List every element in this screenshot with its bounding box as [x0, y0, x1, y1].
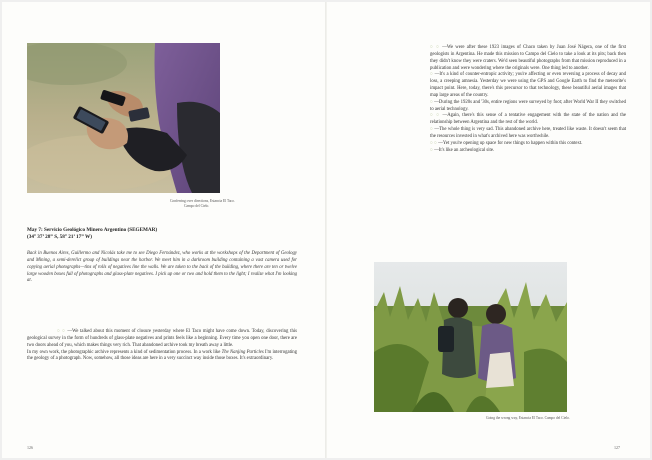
speaker-marker: ○: [430, 147, 433, 153]
dialogue-line-text: —It's a kind of counter-entropic activity; you're affecting or even reversing a process of decay and loss, a creeping amnesia. Yesterday we were using the GPS and Google Earth to find the meteorite's impact point. Here, today, there's this precursor to that technology, these beautiful aerial images that map large areas of the country.: [430, 72, 627, 98]
dialogue-line: [430, 127, 626, 141]
dialogue-line-text: —It's like an archeological site.: [434, 147, 495, 153]
entry-heading-coordinates: (34° 37’ 28” S, 58° 21’ 17” W): [27, 233, 92, 240]
photo-caption-right: Going the wrong way, Estancia El Taco. Campo del Cielo.: [486, 416, 570, 420]
left-body-para1: [27, 329, 297, 350]
left-body-para1-text: —We talked about this moment of closure yesterday where El Taco might have come down. Today, discovering this geological survey in the form of hundreds of glass-plate negatives and prints feels like a beginning. Every time you open one door, there are two doors ahead of you, which makes things very rich. That abandoned archive took my breath away a little.: [27, 329, 297, 348]
speaker-marker: ○: [430, 99, 433, 105]
dialogue-line-text: —Yet you're opening up space for new things to happen within this context.: [438, 140, 583, 146]
dialogue-line-text: —The whole thing is very sad. This abandoned archive here, treated like waste. It doesn't seem that the resources invested in what's archived here was worthwhile.: [430, 127, 627, 139]
entry-intro-text: Back in Buenos Aires, Guillermo and Nicolás take me to see Diego Fernández, who works at the workshops of the Department of Geology and Mining, a semi-derelict group of buildings near the harbor. We meet him in a darkroom building containing a vast camera used for copying aerial photographs—tins of rolls of negatives line the walls. We are taken to the back of the building, where there are ten or twelve large wooden boxes full of photographs and glass-plate negatives. I pick up one or two and hold them to the light; I realize what I'm looking at.: [27, 251, 297, 284]
left-body-para2-end: I'm interrogating the geology of a photograph. Now, somehow, all those ideas are here in a very succinct way inside those boxes. It's extraordinary.: [27, 349, 297, 362]
dialogue-line: [430, 148, 626, 155]
dialogue-line-text: —We were after these 1923 images of Chaco taken by Juan José Nágera, one of the first geologists in Argentina. He made this mission to Campo del Cielo to take a look at its pits; back then they didn't know they were craters. We'd seen beautiful photographs from that mission reproduced in a publication and were wondering where the originals were. One thing led to another.: [430, 45, 626, 71]
speaker-marker: ○: [430, 72, 434, 78]
speaker-marker: ○ ○: [430, 45, 440, 50]
photo-cornfield-walkers: [374, 262, 567, 412]
photo-caption-left-line1: Conferring over directions, Estancia El Taco.: [170, 199, 235, 203]
photo-phones-in-hands: [27, 43, 220, 193]
photo-caption-left-line2: Campo del Cielo.: [184, 203, 210, 208]
dialogue-line-text: —Again, there's this sense of a tentative engagement with the state of the nation and the relationship between Argentina and the rest of the world.: [430, 113, 626, 126]
page-number-left: 126: [27, 445, 33, 450]
dialogue-line: [430, 113, 626, 127]
photo-phones-illustration: [27, 43, 220, 193]
entry-intro: [27, 251, 297, 285]
speaker-marker: ○ ○: [430, 140, 437, 146]
photo-cornfield-illustration: [374, 262, 567, 412]
photo-caption-left: [170, 199, 260, 208]
right-dialogue: [430, 45, 626, 155]
book-gutter: [325, 2, 327, 458]
book-spread: [2, 2, 650, 458]
entry-heading-title: May 7: Servicio Geológico Minero Argentino (SEGEMAR): [27, 227, 158, 233]
dialogue-line: [430, 141, 626, 148]
dialogue-line: [430, 72, 626, 99]
dialogue-line-text: —During the 1920s and '30s, entire regions were surveyed by foot; after World War II they switched to aerial technology.: [430, 99, 627, 112]
artwork-title: The Nanjing Particles: [221, 349, 264, 355]
speaker-marker: ○ ○: [57, 329, 66, 334]
dialogue-line: [430, 45, 626, 72]
page-number-right: 127: [614, 445, 620, 450]
left-body-para2: [27, 350, 297, 364]
speaker-marker: ○ ○: [430, 113, 441, 119]
left-body-para2-start: In my own work, the photographic archive represents a kind of sedimentation process. In a work like: [27, 349, 222, 355]
dialogue-line: [430, 100, 626, 114]
left-body-text: [27, 329, 297, 363]
speaker-marker: ○: [430, 127, 434, 133]
entry-heading: [27, 227, 297, 240]
